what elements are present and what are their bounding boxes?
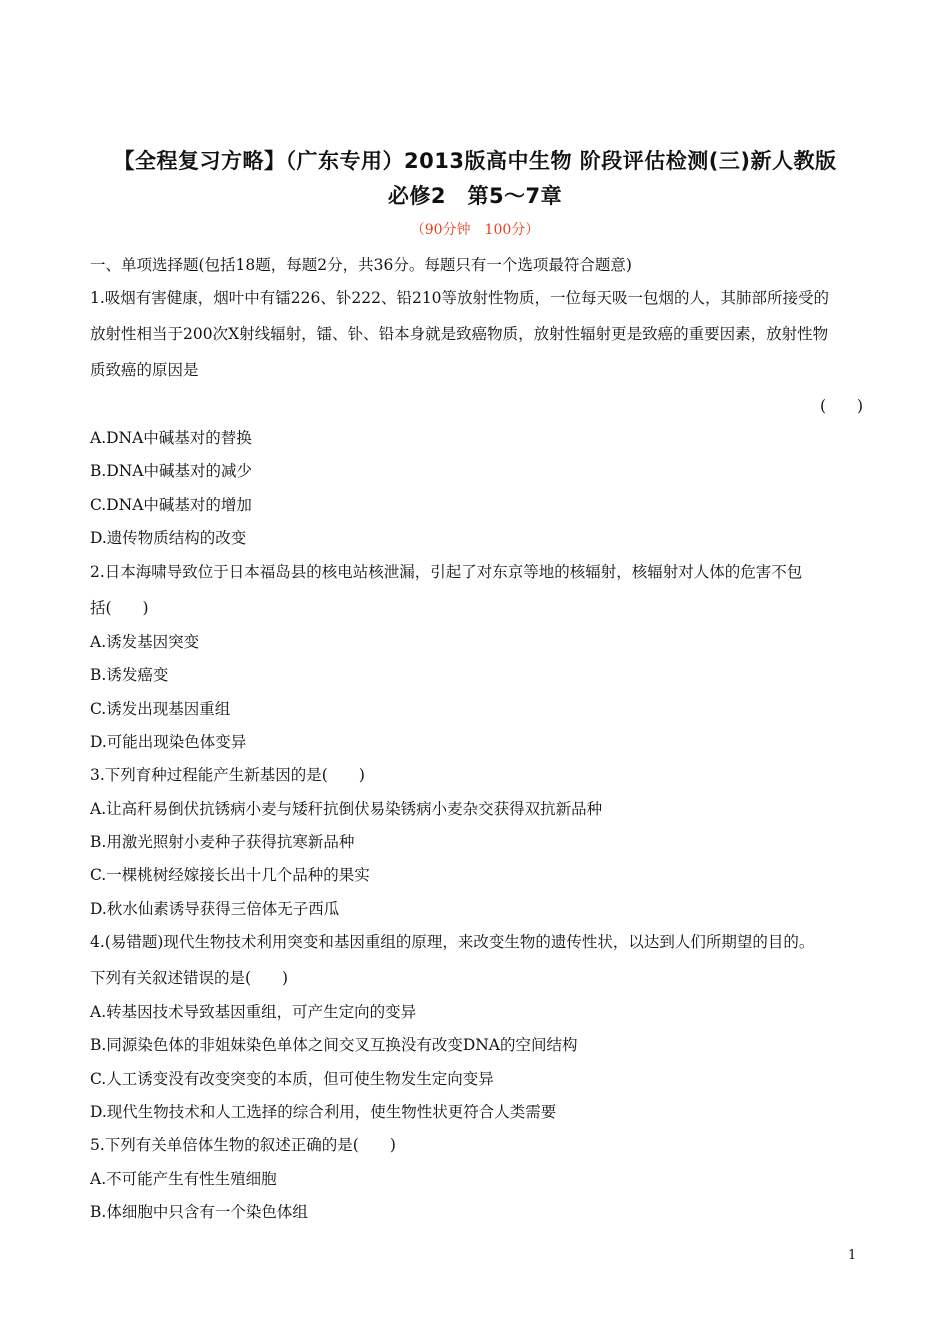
- question-4-stem-line-2: 下列有关叙述错误的是( ): [90, 969, 289, 987]
- question-3-option-d: D.秋水仙素诱导获得三倍体无子西瓜: [90, 900, 340, 918]
- question-5-option-a: A.不可能产生有性生殖细胞: [90, 1170, 277, 1188]
- exam-time-score: （90分钟 100分）: [410, 222, 540, 238]
- question-1-option-a: A.DNA中碱基对的替换: [90, 429, 252, 447]
- question-3-option-a: A.让高秆易倒伏抗锈病小麦与矮秆抗倒伏易染锈病小麦杂交获得双抗新品种: [90, 800, 603, 818]
- question-1-stem-line-2: 放射性相当于200次X射线辐射，镭、钋、铅本身就是致癌物质，放射性辐射更是致癌的重要因素，放射性物: [90, 325, 829, 343]
- question-3-option-b: B.用激光照射小麦种子获得抗寒新品种: [90, 833, 355, 851]
- section-heading: 一、单项选择题(包括18题，每题2分，共36分。每题只有一个选项最符合题意): [90, 256, 632, 274]
- question-2-option-d: D.可能出现染色体变异: [90, 733, 247, 751]
- question-4-option-b: B.同源染色体的非姐妹染色单体之间交叉互换没有改变DNA的空间结构: [90, 1036, 578, 1054]
- question-1-option-c: C.DNA中碱基对的增加: [90, 496, 252, 514]
- question-2-stem-line-2: 括( ): [90, 599, 149, 617]
- question-4-option-a: A.转基因技术导致基因重组，可产生定向的变异: [90, 1003, 417, 1021]
- question-1-answer-blank: ( ): [820, 397, 864, 415]
- document-title-line-1: 【全程复习方略】（广东专用）2013版高中生物 阶段评估检测(三)新人教版: [113, 149, 837, 173]
- question-4-stem-line-1: 4.(易错题)现代生物技术利用突变和基因重组的原理，来改变生物的遗传性状，以达到人们所期望的目的。: [90, 933, 815, 951]
- question-4-option-c: C.人工诱变没有改变突变的本质，但可使生物发生定向变异: [90, 1070, 494, 1088]
- question-3-stem-line-1: 3.下列育种过程能产生新基因的是( ): [90, 766, 365, 784]
- question-2-option-a: A.诱发基因突变: [90, 633, 200, 651]
- question-1-stem-line-3: 质致癌的原因是: [90, 361, 199, 379]
- question-3-option-c: C.一棵桃树经嫁接长出十几个品种的果实: [90, 866, 370, 884]
- question-4-option-d: D.现代生物技术和人工选择的综合利用，使生物性状更符合人类需要: [90, 1103, 557, 1121]
- question-1-stem-line-1: 1.吸烟有害健康，烟叶中有镭226、钋222、铅210等放射性物质，一位每天吸一包烟的人，其肺部所接受的: [90, 289, 830, 307]
- document-title-line-2: 必修2 第5～7章: [387, 184, 563, 208]
- question-2-option-b: B.诱发癌变: [90, 666, 169, 684]
- page-number: 1: [848, 1248, 857, 1263]
- question-2-option-c: C.诱发出现基因重组: [90, 700, 231, 718]
- question-5-stem-line-1: 5.下列有关单倍体生物的叙述正确的是( ): [90, 1136, 396, 1154]
- question-2-stem-line-1: 2.日本海啸导致位于日本福岛县的核电站核泄漏，引起了对东京等地的核辐射，核辐射对人体的危害不包: [90, 563, 803, 581]
- question-1-option-b: B.DNA中碱基对的减少: [90, 462, 253, 480]
- question-5-option-b: B.体细胞中只含有一个染色体组: [90, 1203, 308, 1221]
- question-1-option-d: D.遗传物质结构的改变: [90, 529, 247, 547]
